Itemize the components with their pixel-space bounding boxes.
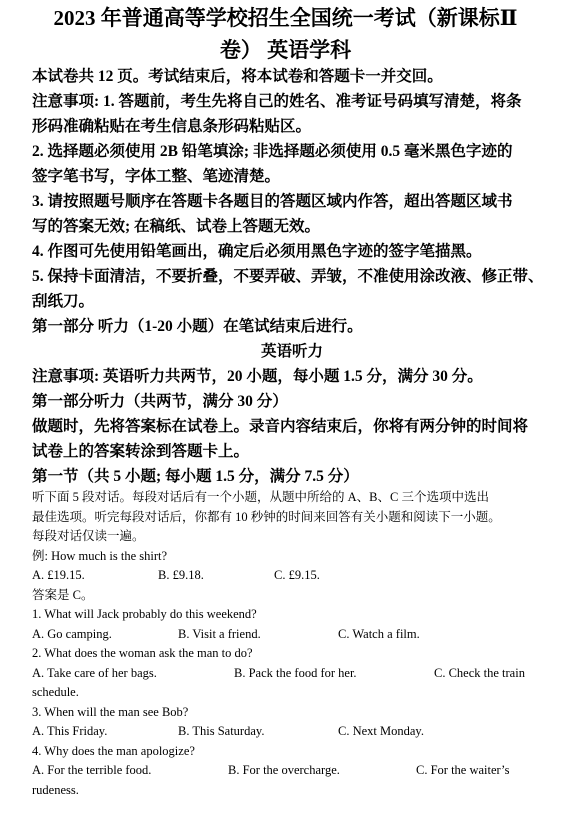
note-3-line-2: 写的答案无效; 在稿纸、试卷上答题无效。: [32, 218, 321, 235]
question-3-option-b: B. This Saturday.: [178, 724, 265, 738]
question-2-option-b: B. Pack the food for her.: [234, 665, 357, 680]
question-1-options: [32, 625, 552, 645]
question-3-option-c: C. Next Monday.: [338, 724, 424, 738]
directions-line-3: 每段对话仅读一遍。: [32, 529, 145, 543]
question-4-option-b: B. For the overcharge.: [228, 763, 340, 777]
example-option-b: B. £9.18.: [158, 568, 204, 582]
question-1-option-b: B. Visit a friend.: [178, 626, 261, 641]
note-3-line-1: 3. 请按照题号顺序在答题卡各题目的答题区域内作答，超出答题区域书: [32, 193, 513, 210]
part-1-full-heading: 第一部分听力（共两节，满分 30 分）: [32, 393, 288, 410]
question-2: 2. What does the woman ask the man to do?: [32, 646, 253, 660]
question-1-option-a: A. Go camping.: [32, 626, 112, 641]
question-3-options: [32, 722, 552, 742]
note-2-line-1: 2. 选择题必须使用 2B 铅笔填涂; 非选择题必须使用 0.5 毫米黑色字迹的: [32, 143, 513, 160]
section-1-heading: 第一节（共 5 小题; 每小题 1.5 分，满分 7.5 分）: [32, 468, 359, 485]
instruction-line-1: 做题时，先将答案标在试卷上。录音内容结束后，你将有两分钟的时间将: [32, 418, 529, 435]
question-2-option-a: A. Take care of her bags.: [32, 665, 157, 680]
directions-line-2: 最佳选项。听完每段对话后，你都有 10 秒钟的时间来回答有关小题和阅读下一小题。: [32, 509, 501, 524]
example-question: 例: How much is the shirt?: [32, 548, 168, 563]
question-3: 3. When will the man see Bob?: [32, 704, 189, 719]
exam-title: [0, 0, 571, 66]
title-line-1: 2023 年普通高等学校招生全国统一考试（新课标Ⅱ: [53, 6, 518, 30]
question-2-option-c: C. Check the train: [434, 665, 525, 680]
question-3-option-a: A. This Friday.: [32, 724, 108, 738]
section-1-content: [32, 488, 552, 800]
question-4-option-a: A. For the terrible food.: [32, 763, 152, 777]
exam-instructions: [32, 64, 552, 489]
question-4: 4. Why does the man apologize?: [32, 743, 195, 758]
example-option-a: A. £19.15.: [32, 568, 85, 582]
part-1-heading: 第一部分 听力（1-20 小题）在笔试结束后进行。: [32, 318, 363, 335]
note-5-line-1: 5. 保持卡面清洁，不要折叠，不要弄破、弄皱，不准使用涂改液、修正带、: [32, 268, 544, 285]
listening-heading: 英语听力: [260, 343, 323, 360]
example-option-c: C. £9.15.: [274, 568, 320, 582]
note-5-line-2: 刮纸刀。: [32, 293, 95, 310]
listening-note: 注意事项: 英语听力共两节，20 小题，每小题 1.5 分，满分 30 分。: [32, 368, 483, 385]
question-4-option-c-continued: rudeness.: [32, 782, 79, 797]
note-1-line-1: 注意事项: 1. 答题前，考生先将自己的姓名、准考证号码填写清楚，将条: [32, 93, 522, 110]
note-2-line-2: 签字笔书写，字体工整、笔迹清楚。: [32, 168, 281, 185]
directions-line-1: 听下面 5 段对话。每段对话后有一个小题，从题中所给的 A、B、C 三个选项中选出: [32, 490, 489, 504]
example-answer: 答案是 C。: [32, 587, 94, 602]
note-4: 4. 作图可先使用铅笔画出，确定后必须用黑色字迹的签字笔描黑。: [32, 243, 482, 260]
question-4-option-c: C. For the waiter’s: [416, 763, 510, 777]
page-count-note: 本试卷共 12 页。考试结束后，将本试卷和答题卡一并交回。: [32, 68, 443, 85]
title-line-2: 卷） 英语学科: [219, 38, 352, 62]
question-1-option-c: C. Watch a film.: [338, 626, 420, 641]
instruction-line-2: 试卷上的答案转涂到答题卡上。: [32, 443, 250, 460]
question-2-options: [32, 664, 552, 684]
question-4-options: [32, 761, 552, 781]
question-1: 1. What will Jack probably do this weekend?: [32, 607, 257, 621]
note-1-line-2: 形码准确粘贴在考生信息条形码粘贴区。: [32, 118, 312, 135]
example-options: [32, 566, 552, 586]
question-2-option-c-continued: schedule.: [32, 685, 79, 699]
